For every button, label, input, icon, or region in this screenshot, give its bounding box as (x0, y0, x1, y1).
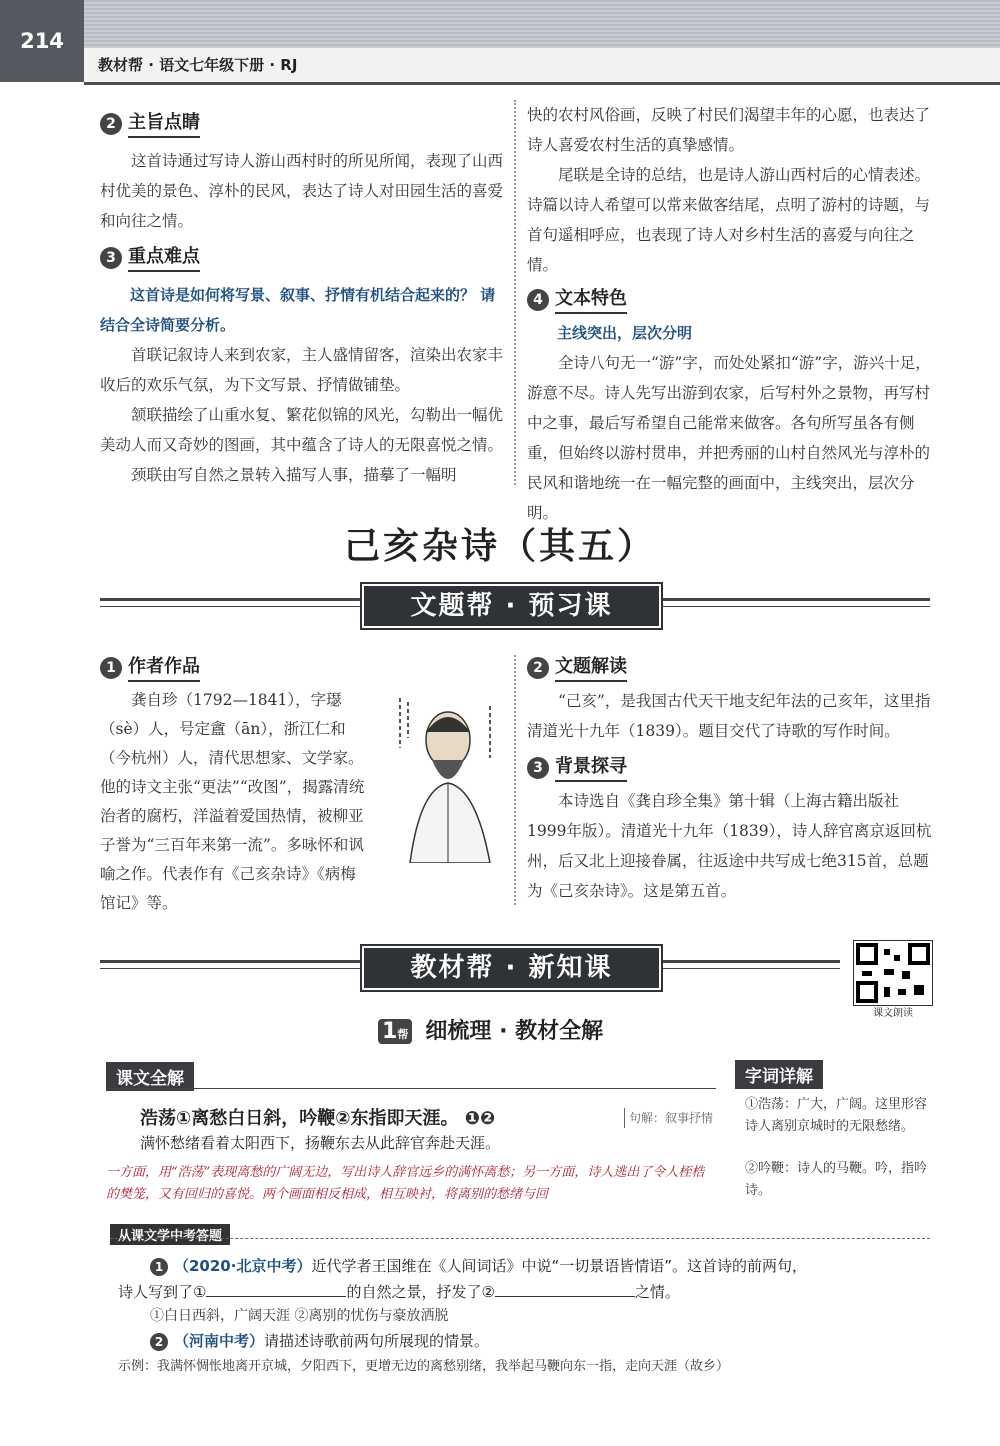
running-title: 教材帮 · 语文七年级下册 · RJ (98, 56, 298, 74)
section-title: 主旨点睛 (128, 108, 200, 138)
banner-preview: 文题帮 · 预习课 (362, 584, 661, 628)
keypoint-p3: 颈联由写自然之景转入描写人事，描摹了一幅明 (131, 466, 457, 484)
vocab-tag: 字词详解 (735, 1060, 823, 1089)
exam-rule (110, 1238, 930, 1239)
section-number: 1 (100, 657, 122, 679)
vocab-item-2: ②吟鞭：诗人的马鞭。吟，指吟诗。 (745, 1161, 928, 1198)
keypoint-question: 这首诗是如何将写景、叙事、抒情有机结合起来的？ 请结合全诗简要分析。 (100, 286, 496, 334)
section-title: 重点难点 (128, 242, 200, 272)
vocab-item-1: ①浩荡：广大，广阔。这里形容诗人离别京城时的无限愁绪。 (745, 1097, 928, 1134)
sub-banner-badge: 1帮 (378, 1019, 412, 1044)
explain-rule (106, 1088, 716, 1089)
page-number: 214 (0, 0, 84, 82)
section-number: 2 (527, 657, 549, 679)
section-title: 作者作品 (128, 652, 200, 682)
right-p1: 快的农村风俗画，反映了村民们渴望丰年的心愿，也表达了诗人喜爱农村生活的真挚感情。 (527, 106, 931, 154)
section-number: 3 (527, 757, 549, 779)
answer-blank-2[interactable] (495, 1296, 635, 1297)
section-keypoints (100, 242, 505, 272)
right-p2: 尾联是全诗的总结，也是诗人游山西村后的心情表述。诗篇以诗人希望可以常来做客结尾，点明了游村的诗题，与首句遥相呼应，也表现了诗人对乡村生活的喜爱与向往之情。 (527, 166, 931, 274)
sub-banner (378, 1014, 603, 1045)
banner-new-lesson: 教材帮 · 新知课 (362, 946, 661, 990)
exam-tag: 从课文学中考答题 (110, 1224, 230, 1245)
author-portrait (380, 688, 510, 863)
column-divider (514, 655, 516, 905)
features-text: 全诗八句无一“游”字，而处处紧扣“游”字，游兴十足，游意不尽。诗人先写出游到农家，后写村外之景物，再写村中之事，最后写希望自己能常来做客。各句所写虽各有侧重，但始终以游村贯串，并把秀丽的山村自然风光与淳朴的民风和谐地统一在一幅完整的画面中，主线突出，层次分明。 (527, 354, 931, 522)
keypoint-p2: 颔联描绘了山重水复、繁花似锦的风光，勾勒出一幅优美动人而又奇妙的图画，其中蕴含了诗人的无限喜悦之情。 (100, 406, 504, 454)
sentence-label: 句解：叙事抒情 (624, 1108, 721, 1128)
exam-q1-blanks: 诗人写到了① 的自然之景，抒发了② 之情。 (118, 1283, 680, 1301)
section-number: 2 (100, 113, 122, 135)
features-subtitle: 主线突出，层次分明 (557, 324, 693, 342)
poem-line1: 浩荡①离愁白日斜，吟鞭②东指即天涯。 ❶❷ (140, 1108, 496, 1129)
exam-q2-answer: 示例：我满怀惆怅地离开京城，夕阳西下，更增无边的离愁别绪，我举起马鞭向东一指，走向天涯（故乡） (118, 1359, 730, 1374)
section-title: 背景探寻 (555, 752, 627, 782)
right-column (527, 100, 932, 528)
author-text: 龚自珍（1792—1841），字璱（sè）人，号定盦（ān），浙江仁和（今杭州）人，清代思想家、文学家。他的诗文主张“更法”“改图”，揭露清统治者的腐朽，洋溢着爱国热情，被柳亚子誉为“三百年来第一流”。多咏怀和讽喻之作。代表作有《己亥杂诗》《病梅馆记》等。 (100, 691, 365, 912)
theme-text: 这首诗通过写诗人游山西村时的所见所闻，表现了山西村优美的景色、淳朴的民风，表达了诗人对田园生活的喜爱和向往之情。 (100, 152, 504, 230)
poem-title: 己亥杂诗（其五） (343, 526, 656, 567)
title-section (527, 652, 932, 906)
column-divider (514, 100, 516, 485)
qr-label: 课文朗读 (873, 1008, 913, 1019)
sub-banner-title: 细梳理 · 教材全解 (425, 1019, 604, 1044)
author-section (100, 652, 370, 682)
poem-translation: 满怀愁绪看着太阳西下，扬鞭东去从此辞官奔赴天涯。 (140, 1134, 501, 1152)
left-column (100, 108, 505, 490)
section-number: 4 (527, 289, 549, 311)
title-text: “己亥”，是我国古代天干地支纪年法的己亥年，这里指清道光十九年（1839）。题目交代了诗歌的写作时间。 (527, 692, 931, 740)
exam-q1-answer: ①白日西斜，广阔天涯 ②离别的忧伤与豪放洒脱 (150, 1308, 449, 1324)
exam-q2: 2 （河南中考）请描述诗歌前两句所展现的情景。 (150, 1330, 489, 1351)
section-features (527, 284, 932, 314)
qr-code-icon[interactable] (853, 940, 933, 1006)
keypoint-p1: 首联记叙诗人来到农家，主人盛情留客，渲染出农家丰收后的欢乐气氛，为下文写景、抒情做铺垫。 (100, 346, 504, 394)
section-title: 文题解读 (555, 652, 627, 682)
section-number: 3 (100, 247, 122, 269)
section-title: 文本特色 (555, 284, 627, 314)
background-text: 本诗选自《龚自珍全集》第十辑（上海古籍出版社1999年版）。清道光十九年（1839），诗人辞官离京返回杭州，后又北上迎接眷属，往返途中共写成七绝315首，总题为《己亥杂诗》。这是第五首。 (527, 792, 932, 900)
section-theme (100, 108, 505, 138)
explain-tag: 课文全解 (106, 1062, 194, 1091)
exam-q1: 1 （2020·北京中考）近代学者王国维在《人间词话》中说“一切景语皆情语”。这首诗的前两句， (150, 1255, 807, 1276)
header-stripes (0, 0, 1000, 48)
poem-analysis: 一方面，用“浩荡”表现离愁的广阔无边，写出诗人辞官远乡的满怀离愁；另一方面，诗人逃出了令人桎梏的樊笼，又有回归的喜悦。两个画面相反相成，相互映衬，将离别的愁绪与回 (106, 1165, 705, 1202)
answer-blank-1[interactable] (206, 1296, 346, 1297)
